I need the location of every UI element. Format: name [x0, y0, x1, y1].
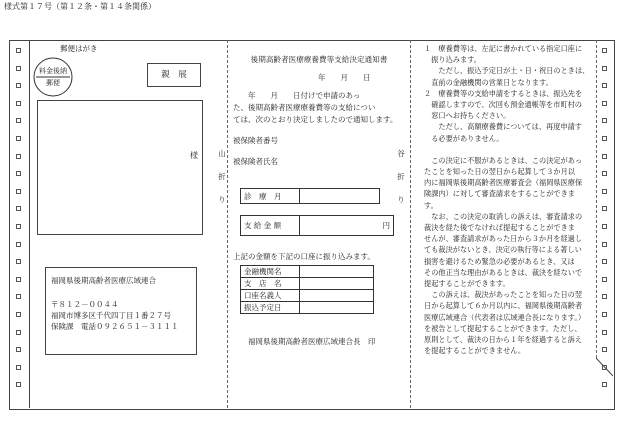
postcard-label: 郵便はがき	[60, 44, 98, 53]
notes-line: 振り込みます。	[424, 55, 481, 65]
account-holder-value	[300, 290, 374, 302]
feed-hole	[602, 242, 607, 247]
notice-intro-line-3: ては、次のとおり決定しましたので通知します。	[233, 115, 398, 124]
payment-amount-unit: 円	[300, 216, 394, 236]
feed-hole	[16, 136, 21, 141]
notice-date: 年 月 日	[318, 73, 371, 82]
notes-line: ただし、振込予定日が土・日・祝日のときは、	[424, 66, 590, 76]
feed-hole	[602, 171, 607, 176]
notes-line: 確認しますので、次回も預金通帳等を市町村の	[424, 99, 582, 109]
notes-line: 提起することができます。	[424, 278, 510, 288]
notes-line: なお、この決定の取消しの訴えは、審査請求の	[424, 211, 583, 221]
feed-hole	[16, 224, 21, 229]
notice-intro-line-1: 年 月 日付けで申請のあっ	[233, 91, 361, 100]
feed-hole	[16, 242, 21, 247]
notice-title: 後期高齢者医療療養費等支給決定通知書	[250, 55, 388, 64]
account-holder-label: 口座名義人	[241, 290, 300, 302]
confidential-label: 親 展	[161, 70, 187, 80]
notes-line: その他正当な理由があるときは、裁決を経ないで	[424, 267, 583, 277]
notes-line: たことを知った日の翌日から起算して３か月以	[424, 167, 575, 177]
notes-panel	[424, 43, 594, 356]
feed-hole	[16, 66, 21, 71]
feed-hole	[602, 206, 607, 211]
feed-hole	[16, 154, 21, 159]
notes-line: を提起することができません。	[424, 346, 526, 356]
feed-hole	[16, 382, 21, 387]
notice-footer-seal: 福岡県後期高齢者医療広域連合長 印	[248, 337, 376, 346]
notes-line: 日から起算して６か月以内に、福岡県後期高齢者	[424, 301, 583, 311]
feed-hole	[602, 365, 607, 370]
feed-hole	[16, 189, 21, 194]
feed-hole	[602, 294, 607, 299]
feed-hole	[602, 382, 607, 387]
sender-name: 福岡県後期高齢者医療広域連合	[51, 276, 156, 285]
branch-name-value	[300, 278, 374, 290]
sender-phone: 保険課 電話０９２６５１－３１１１	[51, 322, 179, 331]
branch-name-label: 支 店 名	[241, 278, 300, 290]
feed-hole	[16, 277, 21, 282]
sender-postal: 〒８１２－００４４	[51, 300, 119, 309]
feed-hole	[602, 118, 607, 123]
insured-number-label: 被保険者番号	[233, 136, 278, 145]
form-number-header: 様式第１７号（第１２条・第１４条関係）	[4, 2, 156, 11]
transfer-note: 上記の金額を下記の口座に振り込みます。	[233, 252, 375, 261]
notes-line	[424, 144, 594, 155]
notes-line: ても裁決がないとき、決定の執行等による著しい	[424, 245, 582, 255]
notes-line: す。	[424, 200, 438, 210]
feed-hole	[602, 312, 607, 317]
notes-line: 直前の金融機関の営業日となります。	[424, 77, 553, 87]
recipient-address-window	[37, 100, 203, 235]
sender-address: 福岡市博多区千代四丁目１番２７号	[51, 311, 171, 320]
feed-hole	[16, 312, 21, 317]
mountain-fold-line	[227, 40, 228, 408]
feed-hole	[16, 259, 21, 264]
notes-line: この決定に不服があるときは、この決定があっ	[424, 155, 583, 165]
feed-hole	[602, 48, 607, 53]
feed-hole	[602, 101, 607, 106]
postage-paid-stamp	[33, 57, 73, 97]
feed-hole	[602, 347, 607, 352]
feed-hole	[602, 66, 607, 71]
recipient-honorific: 様	[190, 151, 198, 160]
right-perforation-line	[596, 40, 597, 358]
feed-hole	[16, 101, 21, 106]
notes-line: 裁決を経た後でなければ提起することができま	[424, 223, 575, 232]
notice-intro-line-2: た、後期高齢者医療療養費等の支給につい	[233, 103, 376, 112]
valley-fold-line	[410, 40, 411, 408]
feed-hole	[16, 118, 21, 123]
feed-hole	[602, 277, 607, 282]
notes-line: 内に福岡県後期高齢者医療審査会（福岡県医療保	[424, 178, 583, 188]
feed-hole	[602, 330, 607, 335]
feed-hole	[602, 136, 607, 141]
feed-hole	[16, 347, 21, 352]
feed-hole	[602, 224, 607, 229]
confidential-box	[147, 63, 201, 87]
mountain-fold-label: 山 折 り	[218, 149, 226, 204]
notes-line: せんが、審査請求があった日から３か月を経過し	[424, 234, 583, 244]
notes-line: この訴えは、裁決があったことを知った日の翌	[424, 290, 583, 300]
notes-line: を被告として提起することができます。ただし、	[424, 323, 582, 333]
notes-line: ただし、高額療養費については、再度申請す	[424, 122, 582, 132]
feed-hole	[16, 365, 21, 370]
feed-hole	[16, 330, 21, 335]
bank-name-value	[300, 266, 374, 278]
feed-hole	[16, 294, 21, 299]
transfer-date-label: 振込予定日	[241, 302, 300, 314]
feed-hole	[602, 154, 607, 159]
bank-name-label: 金融機関名	[241, 266, 300, 278]
payment-amount-table	[240, 215, 394, 236]
notes-line: る必要がありません。	[424, 133, 504, 143]
notes-line: 窓口へお持ちください。	[424, 111, 511, 121]
payment-amount-label: 支 給 金 額	[241, 216, 300, 236]
feed-hole	[602, 189, 607, 194]
feed-hole	[602, 83, 607, 88]
feed-hole	[16, 83, 21, 88]
treatment-month-table	[240, 188, 380, 204]
left-perforation-line	[29, 40, 30, 408]
feed-hole	[16, 171, 21, 176]
feed-hole	[16, 206, 21, 211]
treatment-month-value	[300, 189, 380, 204]
bank-account-table	[240, 265, 374, 314]
feed-hole	[602, 259, 607, 264]
notes-line: 険課内）に対して審査請求をすることができま	[424, 189, 575, 199]
notes-line: 原則として、裁決の日から１年を経過すると訴え	[424, 334, 582, 344]
treatment-month-label: 診 療 月	[241, 189, 300, 204]
notes-line: １ 療養費等は、左記に書かれている指定口座に	[424, 44, 583, 53]
stamp-line-1: 料金後納	[39, 67, 67, 75]
notes-line: 医療広域連合（代表者は広域連合長になります。）	[424, 312, 586, 322]
insured-name-label: 被保険者氏名	[233, 157, 278, 166]
feed-hole	[16, 48, 21, 53]
notes-line: 損害を避けるため緊急の必要があるとき、又は	[424, 256, 575, 266]
notes-line: ２ 療養費等の支給申請をするときは、振込先を	[424, 88, 583, 98]
valley-fold-label: 谷 折 り	[397, 149, 405, 204]
stamp-line-2: 郵便	[46, 79, 60, 87]
transfer-date-value	[300, 302, 374, 314]
